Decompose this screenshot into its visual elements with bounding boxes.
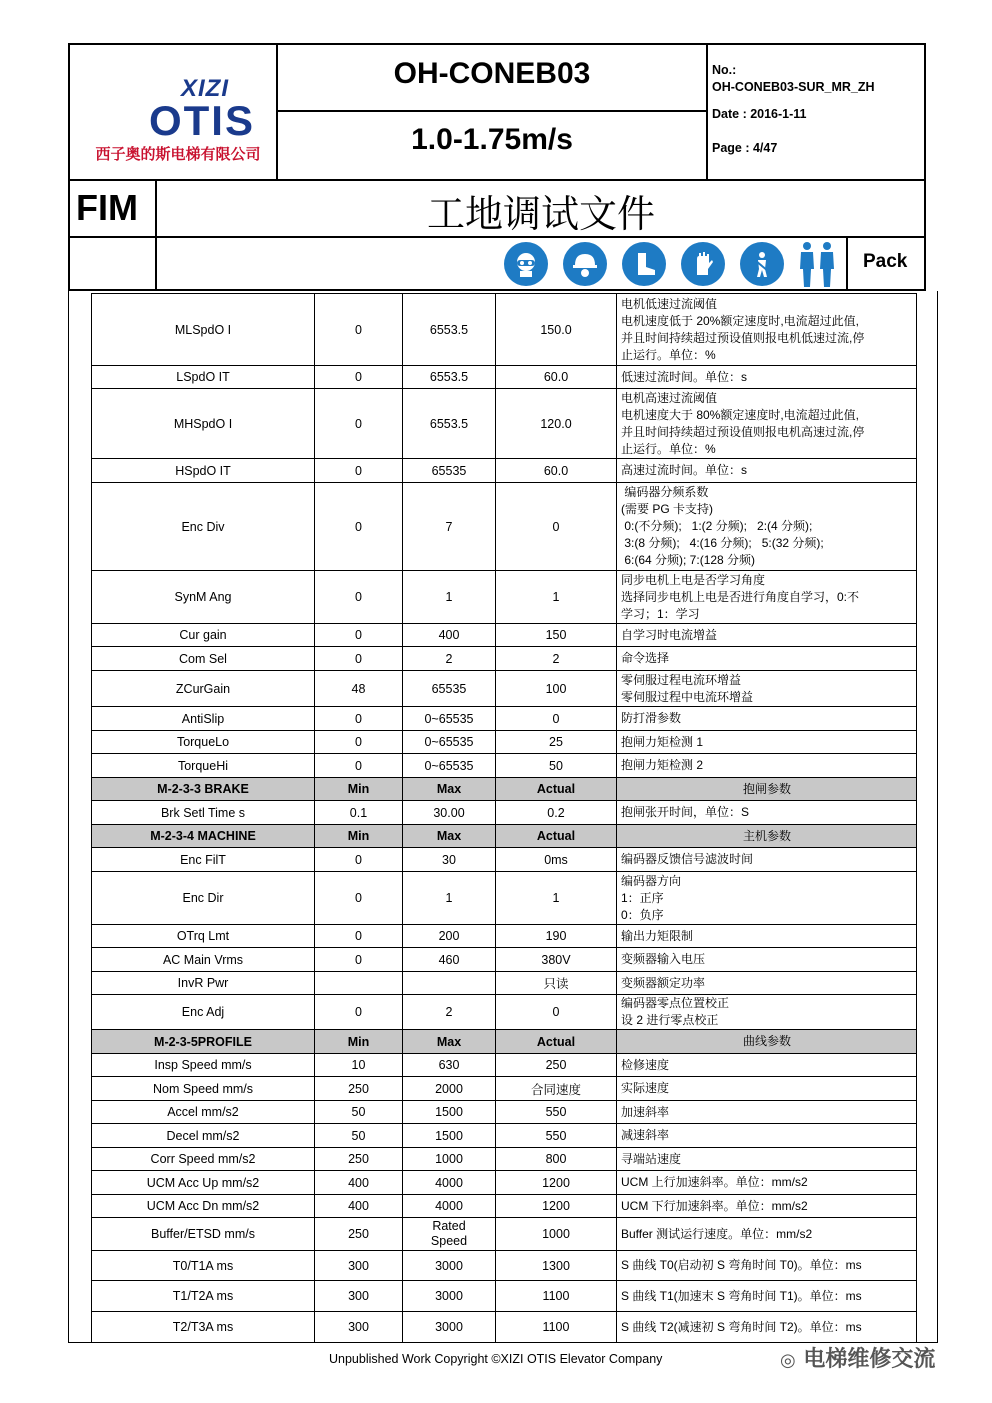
min-cell: 300: [315, 1251, 403, 1281]
actual-cell: 120.0: [496, 389, 617, 459]
divider: [155, 179, 157, 291]
description-cell: [617, 1124, 917, 1148]
description-cell: [617, 1218, 917, 1251]
min-cell: 300: [315, 1312, 403, 1343]
description-line: 实际速度: [621, 1081, 670, 1095]
table-row: [92, 624, 917, 647]
description-cell: [617, 778, 917, 801]
description-line: 3:(8 分频); 4:(16 分频); 5:(32 分频);: [621, 536, 824, 550]
max-cell: 3000: [403, 1251, 496, 1281]
harness-icon: [740, 242, 784, 286]
description-cell: [617, 389, 917, 459]
param-cell: Corr Speed mm/s2: [92, 1148, 315, 1171]
actual-cell: 0.2: [496, 801, 617, 825]
description-cell: [617, 754, 917, 778]
description-line: 变频器输入电压: [621, 952, 706, 966]
description-line: 选择同步电机上电是否进行角度自学习，0:不: [621, 589, 860, 604]
max-cell: 4000: [403, 1195, 496, 1218]
table-row: [92, 1101, 917, 1124]
description-cell: [617, 707, 917, 731]
description-cell: [617, 948, 917, 972]
doc-number: OH-CONEB03-SUR_MR_ZH: [712, 80, 875, 94]
actual-cell: 0: [496, 995, 617, 1030]
actual-cell: 1: [496, 872, 617, 925]
max-cell: 65535: [403, 459, 496, 483]
description-cell: [617, 1195, 917, 1218]
min-cell: 0: [315, 754, 403, 778]
max-cell: 400: [403, 624, 496, 647]
description-cell: [617, 801, 917, 825]
description-cell: [617, 1077, 917, 1101]
min-cell: Min: [315, 1030, 403, 1054]
param-cell: AntiSlip: [92, 707, 315, 731]
description-cell: [617, 1030, 917, 1054]
max-cell: 630: [403, 1054, 496, 1077]
max-cell: Rated Speed: [403, 1218, 496, 1251]
people-icon: [794, 239, 842, 289]
actual-cell: 合同速度: [496, 1077, 617, 1101]
description-line: 止运行。单位：%: [621, 441, 716, 456]
description-cell: [617, 1171, 917, 1195]
min-cell: 300: [315, 1281, 403, 1312]
description-line: 6:(64 分频); 7:(128 分频): [621, 553, 756, 567]
actual-cell: 1: [496, 571, 617, 624]
doc-number-label: No.:: [712, 63, 737, 77]
table-row: [92, 848, 917, 872]
min-cell: 0: [315, 624, 403, 647]
param-cell: MLSpdO I: [92, 294, 315, 366]
description-line: 抱闸力矩检测 1: [621, 734, 704, 749]
description-line: 减速斜率: [621, 1128, 670, 1142]
description-line: S 曲线 T1(加速末 S 弯角时间 T1)。单位：ms: [621, 1288, 862, 1303]
param-cell: UCM Acc Dn mm/s2: [92, 1195, 315, 1218]
section-header-row: [92, 1030, 917, 1054]
max-cell: 3000: [403, 1281, 496, 1312]
param-cell: SynM Ang: [92, 571, 315, 624]
max-cell: 1500: [403, 1124, 496, 1148]
description-cell: [617, 995, 917, 1030]
description-cell: [617, 972, 917, 995]
actual-cell: Actual: [496, 778, 617, 801]
description-line: 输出力矩限制: [621, 928, 694, 943]
table-row: [92, 1124, 917, 1148]
table-row: [92, 1148, 917, 1171]
actual-cell: 550: [496, 1101, 617, 1124]
actual-cell: 190: [496, 925, 617, 948]
actual-cell: 380V: [496, 948, 617, 972]
actual-cell: 25: [496, 731, 617, 754]
actual-cell: 100: [496, 671, 617, 707]
table-row: [92, 872, 917, 925]
table-row: [92, 571, 917, 624]
table-row: [92, 801, 917, 825]
table-row: [92, 1251, 917, 1281]
description-cell: [617, 1101, 917, 1124]
description-cell: [617, 825, 917, 848]
table-row: [92, 754, 917, 778]
description-line: 并且时间持续超过预设值则报电机低速过流,停: [621, 330, 865, 345]
actual-cell: Actual: [496, 1030, 617, 1054]
param-cell: UCM Acc Up mm/s2: [92, 1171, 315, 1195]
description-line: 防打滑参数: [621, 711, 682, 725]
table-row: [92, 1054, 917, 1077]
description-cell: [617, 624, 917, 647]
actual-cell: 250: [496, 1054, 617, 1077]
actual-cell: 550: [496, 1124, 617, 1148]
min-cell: 250: [315, 1218, 403, 1251]
max-cell: 1500: [403, 1101, 496, 1124]
max-cell: 1: [403, 872, 496, 925]
actual-cell: 800: [496, 1148, 617, 1171]
param-cell: Nom Speed mm/s: [92, 1077, 315, 1101]
min-cell: 0: [315, 925, 403, 948]
actual-cell: Actual: [496, 825, 617, 848]
description-line: 编码器零点位置校正: [621, 996, 730, 1010]
max-cell: Max: [403, 778, 496, 801]
description-line: S 曲线 T0(启动初 S 弯角时间 T0)。单位：ms: [621, 1258, 862, 1272]
table-row: [92, 731, 917, 754]
description-line: 零伺服过程中电流环增益: [621, 689, 754, 704]
max-cell: 0~65535: [403, 707, 496, 731]
description-line: UCM 下行加速斜率。单位：mm/s2: [621, 1198, 808, 1213]
max-cell: 1000: [403, 1148, 496, 1171]
description-cell: [617, 1281, 917, 1312]
description-line: 同步电机上电是否学习角度: [621, 572, 766, 587]
param-cell: M-2-3-3 BRAKE: [92, 778, 315, 801]
param-cell: AC Main Vrms: [92, 948, 315, 972]
description-cell: [617, 1251, 917, 1281]
min-cell: 0: [315, 948, 403, 972]
page-number: Page : 4/47: [712, 141, 778, 155]
description-line: (需要 PG 卡支持): [621, 502, 713, 516]
max-cell: Max: [403, 1030, 496, 1054]
min-cell: 400: [315, 1171, 403, 1195]
description-line: 变频器额定功率: [621, 975, 706, 990]
section-header-row: [92, 825, 917, 848]
description-line: 编码器方向: [621, 873, 682, 888]
min-cell: Min: [315, 778, 403, 801]
param-cell: T0/T1A ms: [92, 1251, 315, 1281]
max-cell: 1: [403, 571, 496, 624]
min-cell: 0: [315, 389, 403, 459]
description-line: 止运行。单位：%: [621, 347, 716, 362]
description-line: 编码器反馈信号滤波时间: [621, 852, 754, 866]
param-cell: OTrq Lmt: [92, 925, 315, 948]
actual-cell: 2: [496, 647, 617, 671]
description-line: 曲线参数: [742, 1034, 791, 1048]
table-row: [92, 389, 917, 459]
max-cell: 0~65535: [403, 731, 496, 754]
description-line: 设 2 进行零点校正: [621, 1013, 719, 1027]
max-cell: 30: [403, 848, 496, 872]
description-cell: [617, 872, 917, 925]
actual-cell: 只读: [496, 972, 617, 995]
param-cell: Enc Adj: [92, 995, 315, 1030]
min-cell: 10: [315, 1054, 403, 1077]
description-cell: [617, 571, 917, 624]
parameter-table: [91, 293, 917, 1343]
param-cell: T1/T2A ms: [92, 1281, 315, 1312]
actual-cell: 1200: [496, 1195, 617, 1218]
table-row: [92, 366, 917, 389]
min-cell: 50: [315, 1101, 403, 1124]
parameter-table-frame: [68, 291, 938, 1343]
min-cell: 50: [315, 1124, 403, 1148]
min-cell: 48: [315, 671, 403, 707]
description-line: 主机参数: [742, 828, 791, 843]
param-cell: Accel mm/s2: [92, 1101, 315, 1124]
min-cell: 250: [315, 1148, 403, 1171]
param-cell: M-2-3-4 MACHINE: [92, 825, 315, 848]
description-line: 自学习时电流增益: [621, 627, 718, 642]
max-cell: [403, 972, 496, 995]
description-cell: [617, 1312, 917, 1343]
description-line: 检修速度: [621, 1057, 670, 1072]
param-cell: Com Sel: [92, 647, 315, 671]
actual-cell: 0: [496, 483, 617, 571]
max-cell: 6553.5: [403, 389, 496, 459]
min-cell: 0: [315, 483, 403, 571]
max-cell: 30.00: [403, 801, 496, 825]
table-row: [92, 1171, 917, 1195]
max-cell: 4000: [403, 1171, 496, 1195]
param-cell: Cur gain: [92, 624, 315, 647]
divider: [70, 179, 924, 181]
description-line: 命令选择: [621, 651, 670, 665]
max-cell: 200: [403, 925, 496, 948]
watermark-text: 电梯维修交流: [803, 1347, 936, 1372]
fim-label: FIM: [76, 187, 138, 228]
max-cell: 6553.5: [403, 366, 496, 389]
company-name: 西子奥的斯电梯有限公司: [95, 145, 261, 163]
table-row: [92, 1077, 917, 1101]
speed-range: 1.0-1.75m/s: [411, 123, 573, 156]
description-line: 抱闸参数: [742, 781, 791, 796]
section-header-row: [92, 778, 917, 801]
divider: [846, 236, 848, 291]
description-line: 抱闸力矩检测 2: [621, 758, 704, 772]
description-line: 电机高速过流阈值: [621, 390, 718, 405]
param-cell: T2/T3A ms: [92, 1312, 315, 1343]
actual-cell: 150.0: [496, 294, 617, 366]
table-row: [92, 647, 917, 671]
document-header: [68, 43, 926, 291]
description-line: Buffer 测试运行速度。单位：mm/s2: [621, 1226, 813, 1241]
table-row: [92, 972, 917, 995]
doc-date: Date : 2016-1-11: [712, 107, 807, 121]
description-line: UCM 上行加速斜率。单位：mm/s2: [621, 1175, 808, 1189]
description-line: 0：负序: [621, 907, 664, 922]
max-cell: 6553.5: [403, 294, 496, 366]
min-cell: 0: [315, 294, 403, 366]
copyright-footer: Unpublished Work Copyright ©XIZI OTIS Elevator Company: [329, 1352, 663, 1366]
description-cell: [617, 647, 917, 671]
description-line: 寻端站速度: [621, 1151, 682, 1166]
param-cell: HSpdO IT: [92, 459, 315, 483]
table-row: [92, 671, 917, 707]
actual-cell: 1100: [496, 1312, 617, 1343]
param-cell: TorqueHi: [92, 754, 315, 778]
description-cell: [617, 294, 917, 366]
description-cell: [617, 1148, 917, 1171]
table-row: [92, 294, 917, 366]
actual-cell: 1200: [496, 1171, 617, 1195]
description-cell: [617, 459, 917, 483]
table-row: [92, 1218, 917, 1251]
actual-cell: 1300: [496, 1251, 617, 1281]
max-cell: 460: [403, 948, 496, 972]
table-row: [92, 1281, 917, 1312]
param-cell: Buffer/ETSD mm/s: [92, 1218, 315, 1251]
max-cell: 3000: [403, 1312, 496, 1343]
watermark: [780, 1342, 935, 1373]
description-line: S 曲线 T2(减速初 S 弯角时间 T2)。单位：ms: [621, 1319, 862, 1334]
actual-cell: 60.0: [496, 366, 617, 389]
max-cell: 2000: [403, 1077, 496, 1101]
description-line: 学习；1：学习: [621, 606, 700, 621]
glove-icon: [681, 242, 725, 286]
table-row: [92, 1312, 917, 1343]
boot-icon: [622, 242, 666, 286]
param-cell: Enc Div: [92, 483, 315, 571]
max-cell: 0~65535: [403, 754, 496, 778]
max-cell: 7: [403, 483, 496, 571]
min-cell: 0: [315, 731, 403, 754]
max-cell: Max: [403, 825, 496, 848]
param-cell: TorqueLo: [92, 731, 315, 754]
param-cell: MHSpdO I: [92, 389, 315, 459]
helmet-icon: [563, 242, 607, 286]
table-row: [92, 483, 917, 571]
min-cell: 0: [315, 995, 403, 1030]
param-cell: Insp Speed mm/s: [92, 1054, 315, 1077]
description-line: 编码器分频系数: [621, 485, 709, 499]
actual-cell: 0ms: [496, 848, 617, 872]
min-cell: 0: [315, 366, 403, 389]
divider: [706, 45, 708, 179]
param-cell: InvR Pwr: [92, 972, 315, 995]
actual-cell: 0: [496, 707, 617, 731]
pack-label: Pack: [863, 251, 908, 272]
document-id: OH-CONEB03: [393, 57, 591, 90]
description-line: 电机低速过流阈值: [621, 296, 718, 311]
min-cell: 0: [315, 872, 403, 925]
page-title: 工地调试文件: [426, 192, 655, 236]
description-cell: [617, 483, 917, 571]
param-cell: ZCurGain: [92, 671, 315, 707]
description-cell: [617, 1054, 917, 1077]
goggles-icon: [504, 242, 548, 286]
description-line: 电机速度大于 80%额定速度时,电流超过此值,: [621, 407, 860, 422]
description-line: 零伺服过程电流环增益: [621, 672, 742, 687]
actual-cell: 60.0: [496, 459, 617, 483]
max-cell: 2: [403, 647, 496, 671]
param-cell: LSpdO IT: [92, 366, 315, 389]
description-line: 高速过流时间。单位：s: [621, 463, 748, 477]
min-cell: Min: [315, 825, 403, 848]
description-line: 加速斜率: [621, 1104, 670, 1119]
description-cell: [617, 731, 917, 754]
logo-otis: OTIS: [148, 97, 255, 144]
min-cell: 0: [315, 571, 403, 624]
param-cell: M-2-3-5PROFILE: [92, 1030, 315, 1054]
description-line: 电机速度低于 20%额定速度时,电流超过此值,: [621, 313, 860, 328]
description-cell: [617, 925, 917, 948]
min-cell: 250: [315, 1077, 403, 1101]
actual-cell: 1100: [496, 1281, 617, 1312]
param-cell: Decel mm/s2: [92, 1124, 315, 1148]
description-line: 0:(不分频); 1:(2 分频); 2:(4 分频);: [621, 519, 813, 533]
description-line: 1：正序: [621, 890, 664, 905]
actual-cell: 50: [496, 754, 617, 778]
max-cell: 2: [403, 995, 496, 1030]
divider: [276, 110, 706, 112]
description-cell: [617, 366, 917, 389]
table-row: [92, 1195, 917, 1218]
table-row: [92, 459, 917, 483]
param-cell: Enc FilT: [92, 848, 315, 872]
max-cell: 65535: [403, 671, 496, 707]
param-cell: Enc Dir: [92, 872, 315, 925]
actual-cell: 1000: [496, 1218, 617, 1251]
table-row: [92, 948, 917, 972]
table-row: [92, 925, 917, 948]
wechat-icon: ◎: [780, 1350, 796, 1371]
description-line: 抱闸张开时间，单位：S: [621, 805, 750, 819]
table-row: [92, 995, 917, 1030]
min-cell: 0: [315, 647, 403, 671]
min-cell: 400: [315, 1195, 403, 1218]
logo-xizi: XIZI: [180, 75, 229, 102]
description-cell: [617, 671, 917, 707]
description-line: 低速过流时间。单位：s: [621, 369, 748, 384]
min-cell: [315, 972, 403, 995]
actual-cell: 150: [496, 624, 617, 647]
description-cell: [617, 848, 917, 872]
description-line: 并且时间持续超过预设值则报电机高速过流,停: [621, 424, 865, 439]
min-cell: 0.1: [315, 801, 403, 825]
table-row: [92, 707, 917, 731]
min-cell: 0: [315, 459, 403, 483]
param-cell: Brk Setl Time s: [92, 801, 315, 825]
min-cell: 0: [315, 848, 403, 872]
min-cell: 0: [315, 707, 403, 731]
